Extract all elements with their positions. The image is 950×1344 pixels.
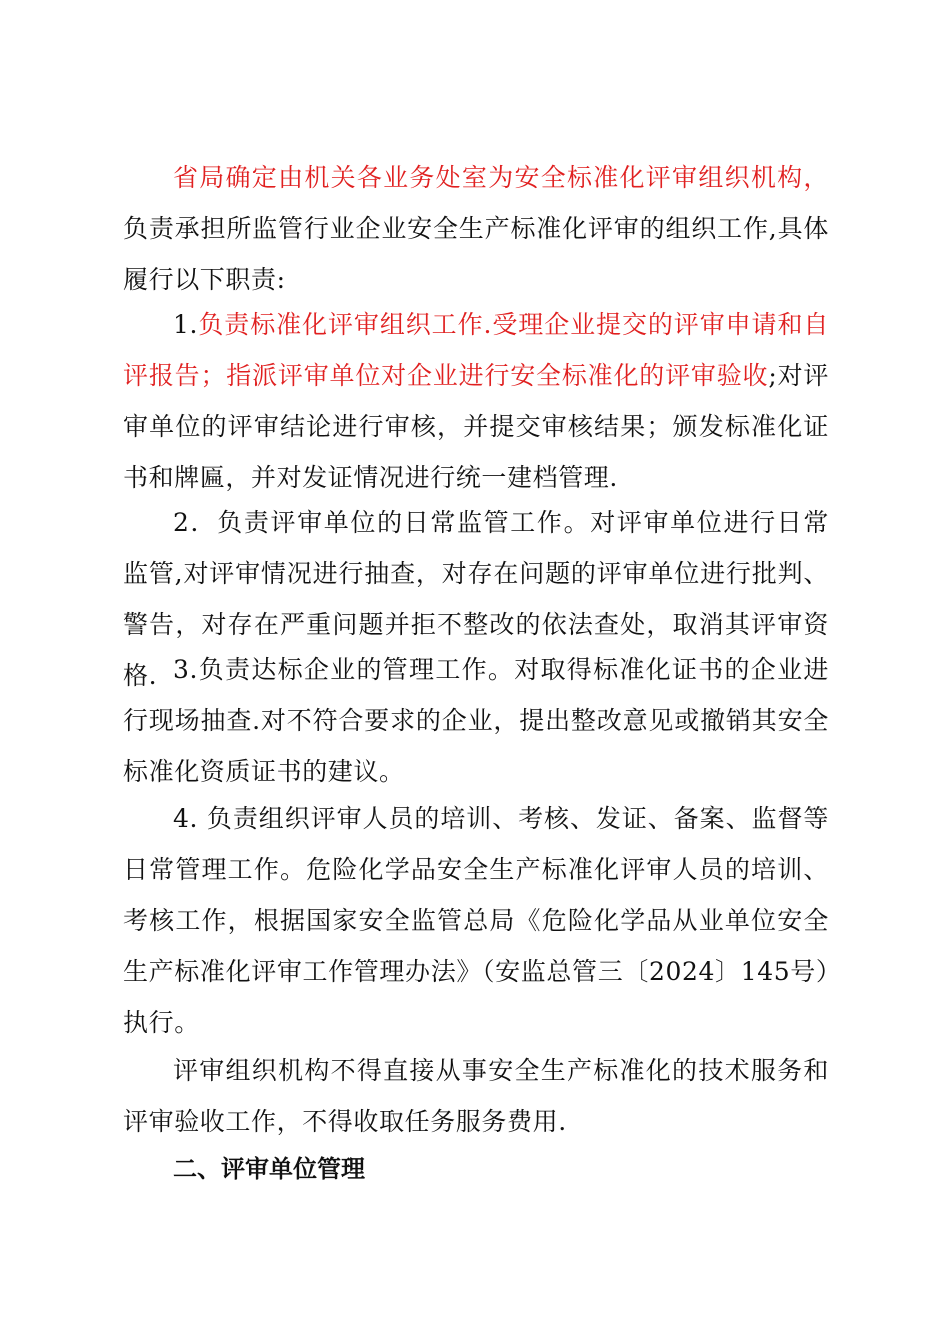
paragraph-text: ;对评审单位的评审结论进行审核，并提交审核结果；颁发标准化证书和牌匾，并对发证情况进行统一建档管理. [123, 361, 829, 492]
paragraph-item-4: 4. 负责组织评审人员的培训、考核、发证、备案、监督等日常管理工作。危险化学品安全生产标准化评审人员的培训、考核工作，根据国家安全监管总局《危险化学品从业单位安全生产标准化评审工作管理办法》（安监总管三〔2024〕145号）执行。 [123, 804, 829, 1037]
paragraph-item-3: 3.负责达标企业的管理工作。对取得标准化证书的企业进行现场抽查.对不符合要求的企业，提出整改意见或撤销其安全标准化资质证书的建议。 [123, 655, 829, 786]
paragraph-text: 负责承担所监管行业企业安全生产标准化评审的组织工作,具体履行以下职责: [123, 214, 829, 294]
paragraph-closing: 评审组织机构不得直接从事安全生产标准化的技术服务和评审验收工作，不得收取任务服务费用. [123, 1056, 829, 1136]
paragraph-item-2: 2．负责评审单位的日常监管工作。对评审单位进行日常监管,对评审情况进行抽查，对存在问题的评审单位进行批判、警告，对存在严重问题并拒不整改的依法查处，取消其评审资格. [123, 508, 829, 690]
paragraph-intro [123, 152, 829, 305]
section-heading: 二、评审单位管理 [173, 1155, 365, 1183]
highlighted-text: 省局确定由机关各业务处室为安全标准化评审组织机构， [173, 163, 829, 192]
highlighted-text: 负责标准化评审组织工作.受理企业提交的评审申请和自评报告；指派评审单位对企业进行安全标准化的评审验收 [123, 310, 829, 390]
item-number: 1. [173, 310, 199, 339]
paragraph-item-1 [123, 299, 829, 503]
